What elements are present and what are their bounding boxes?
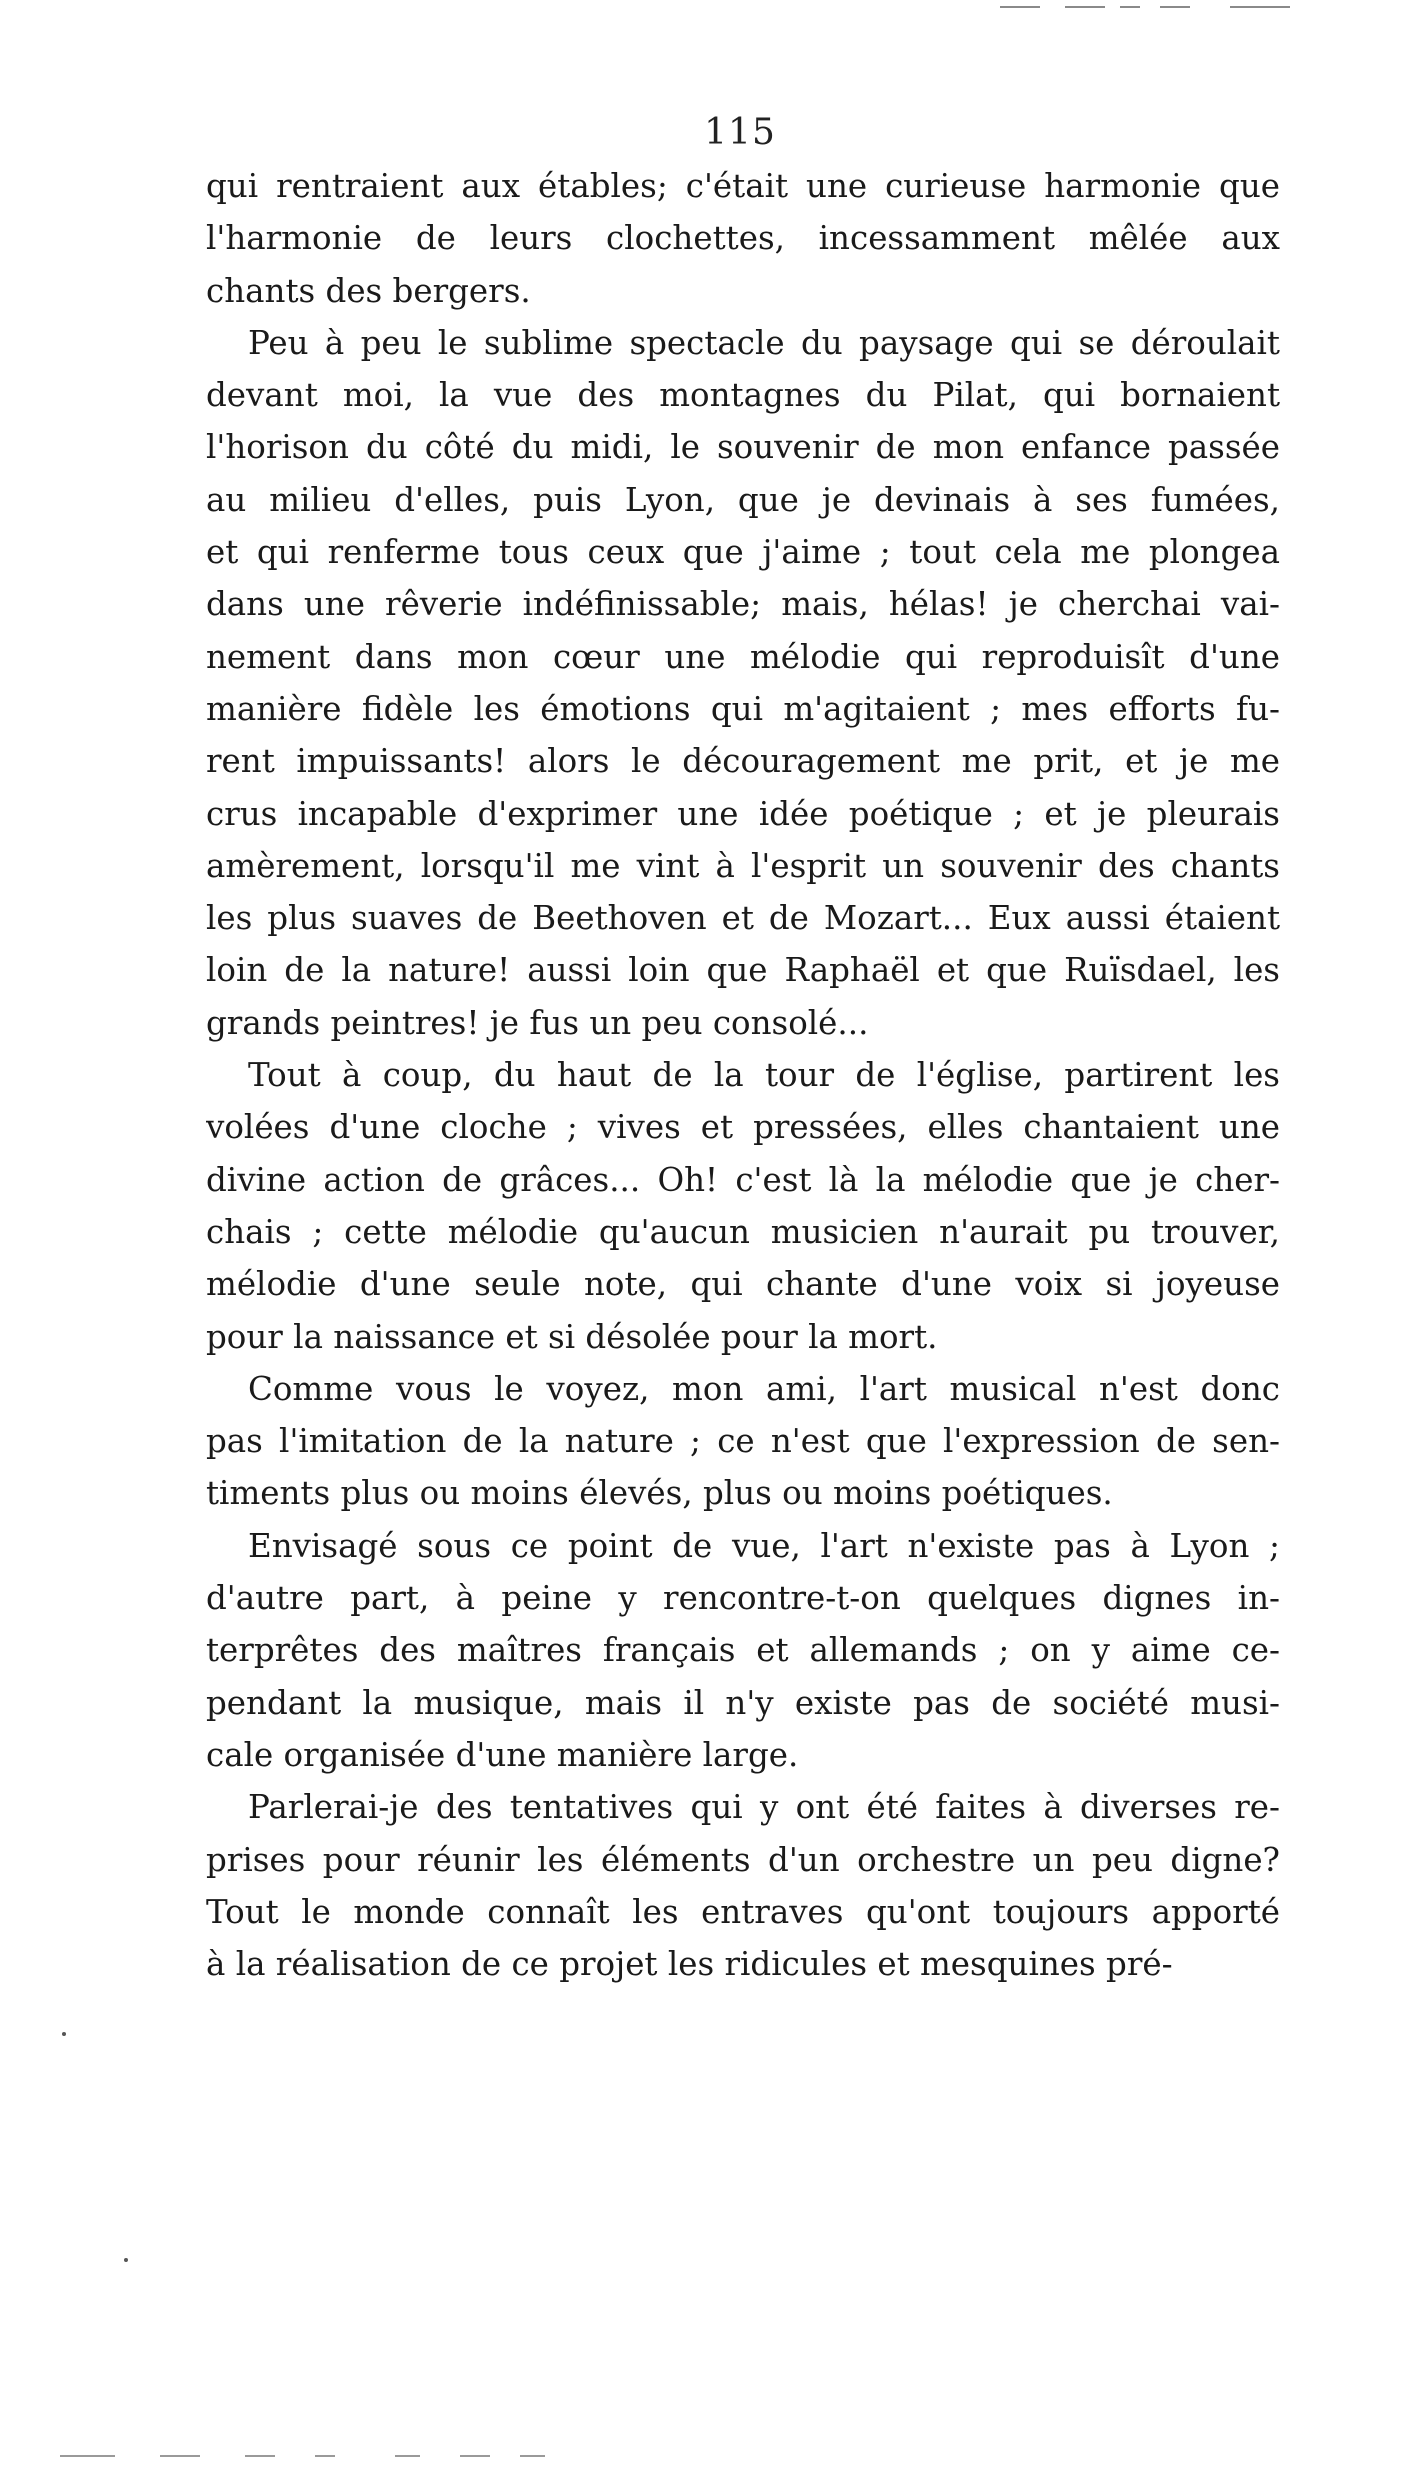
paragraph <box>206 1049 1280 1363</box>
text-line: timents plus ou moins élevés, plus ou moins poétiques. <box>206 1474 1113 1513</box>
text-line: loin de la nature! aussi loin que Raphaël et que Ruïsdael, les <box>206 951 1280 990</box>
text-line: l'harmonie de leurs clochettes, incessamment mêlée aux <box>206 219 1280 258</box>
body-text <box>206 160 1280 1990</box>
bottom-edge-rule <box>60 2455 115 2457</box>
bottom-edge-rule <box>520 2455 545 2457</box>
text-line: au milieu d'elles, puis Lyon, que je devinais à ses fumées, <box>206 480 1280 519</box>
text-line: nement dans mon cœur une mélodie qui reproduisît d'une <box>206 637 1280 676</box>
bottom-edge-rule <box>315 2455 335 2457</box>
text-line: Tout à coup, du haut de la tour de l'église, partirent les <box>248 1056 1280 1095</box>
text-line: manière fidèle les émotions qui m'agitaient ; mes efforts fu- <box>206 689 1280 728</box>
text-line: l'horison du côté du midi, le souvenir de mon enfance passée <box>206 428 1280 467</box>
text-line: mélodie d'une seule note, qui chante d'une voix si joyeuse <box>206 1265 1280 1304</box>
top-edge-rule <box>1160 6 1190 8</box>
text-line: à la réalisation de ce projet les ridicules et mesquines pré- <box>206 1945 1173 1984</box>
top-edge-rule <box>1000 6 1040 8</box>
top-edge-rule <box>1120 6 1140 8</box>
text-line: terprêtes des maîtres français et allemands ; on y aime ce- <box>206 1631 1280 1670</box>
text-line: pour la naissance et si désolée pour la mort. <box>206 1317 938 1356</box>
text-line: crus incapable d'exprimer une idée poétique ; et je pleurais <box>206 794 1280 833</box>
text-line: les plus suaves de Beethoven et de Mozart... Eux aussi étaient <box>206 899 1280 938</box>
top-edge-rule <box>1065 6 1105 8</box>
text-line: devant moi, la vue des montagnes du Pilat, qui bornaient <box>206 376 1280 415</box>
text-line: Parlerai-je des tentatives qui y ont été faites à diverses re- <box>248 1788 1280 1827</box>
text-line: grands peintres! je fus un peu consolé... <box>206 1003 869 1042</box>
text-line: pas l'imitation de la nature ; ce n'est que l'expression de sen- <box>206 1422 1280 1461</box>
page-speck <box>124 2258 128 2262</box>
text-line: Tout le monde connaît les entraves qu'ont toujours apporté <box>206 1892 1280 1931</box>
text-line: Envisagé sous ce point de vue, l'art n'existe pas à Lyon ; <box>248 1526 1280 1565</box>
paragraph <box>206 1363 1280 1520</box>
text-line: et qui renferme tous ceux que j'aime ; tout cela me plongea <box>206 533 1280 572</box>
bottom-edge-rule <box>245 2455 275 2457</box>
text-line: Comme vous le voyez, mon ami, l'art musical n'est donc <box>248 1369 1280 1408</box>
paragraph <box>206 1781 1280 1990</box>
page-speck <box>62 2032 66 2036</box>
text-line: prises pour réunir les éléments d'un orchestre un peu digne? <box>206 1840 1280 1879</box>
top-edge-rule <box>1230 6 1290 8</box>
bottom-edge-rule <box>160 2455 200 2457</box>
bottom-edge-rule <box>460 2455 490 2457</box>
text-line: divine action de grâces... Oh! c'est là la mélodie que je cher- <box>206 1160 1280 1199</box>
text-line: qui rentraient aux étables; c'était une curieuse harmonie que <box>206 167 1280 205</box>
text-line: rent impuissants! alors le découragement me prit, et je me <box>206 742 1280 781</box>
paragraph <box>206 160 1280 317</box>
text-line: dans une rêverie indéfinissable; mais, hélas! je cherchai vai- <box>206 585 1280 624</box>
paragraph <box>206 1520 1280 1781</box>
page-number: 115 <box>704 112 776 153</box>
text-line: volées d'une cloche ; vives et pressées, elles chantaient une <box>206 1108 1280 1147</box>
text-line: d'autre part, à peine y rencontre-t-on quelques dignes in- <box>206 1579 1280 1618</box>
text-line: chants des bergers. <box>206 271 531 310</box>
paragraph <box>206 317 1280 1049</box>
bottom-edge-rule <box>395 2455 420 2457</box>
text-line: amèrement, lorsqu'il me vint à l'esprit un souvenir des chants <box>206 846 1280 885</box>
text-line: chais ; cette mélodie qu'aucun musicien n'aurait pu trouver, <box>206 1212 1280 1251</box>
text-line: pendant la musique, mais il n'y existe pas de société musi- <box>206 1683 1280 1722</box>
text-line: Peu à peu le sublime spectacle du paysage qui se déroulait <box>248 323 1280 362</box>
text-line: cale organisée d'une manière large. <box>206 1735 799 1774</box>
